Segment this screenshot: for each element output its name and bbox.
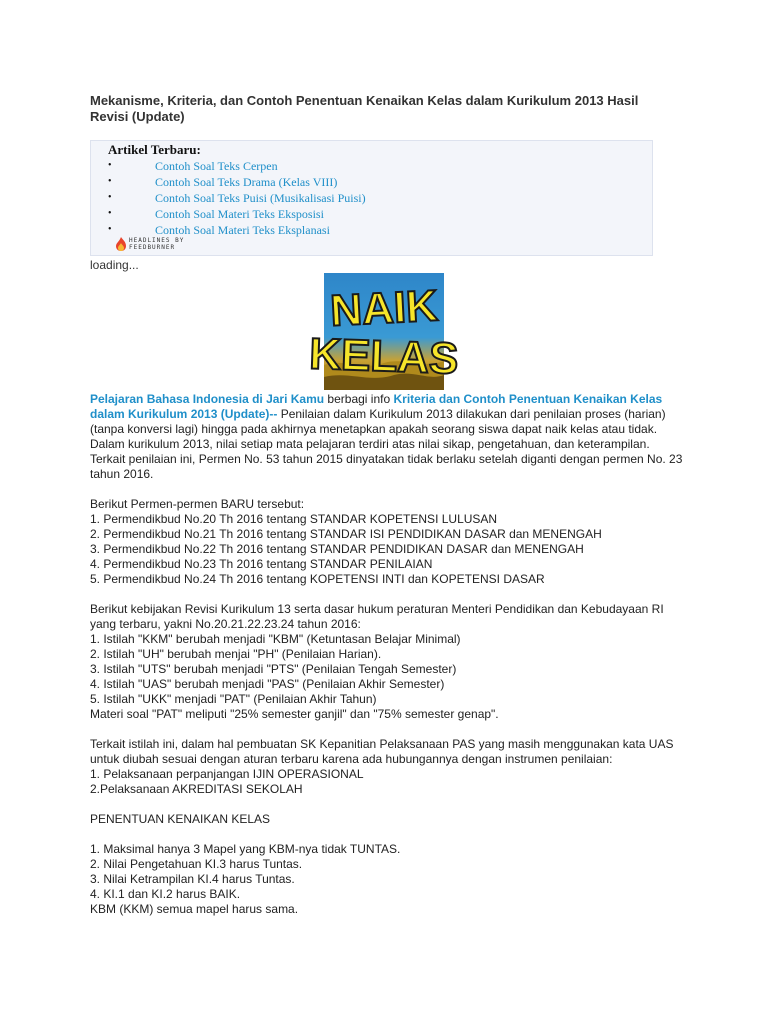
list-item: 2. Permendikbud No.21 Th 2016 tentang STANDAR ISI PENDIDIKAN DASAR dan MENENGAH <box>90 527 602 541</box>
bullet-icon: • <box>108 176 112 187</box>
sk-note: Terkait istilah ini, dalam hal pembuatan SK Kepanitian Pelaksanaan PAS yang masih menggunakan kata UAS untuk diubah sesuai dengan aturan terbaru karena ada hubungannya dengan instrumen penilaian: <box>90 737 674 766</box>
article-link[interactable]: Kriteria dan Contoh Penentuan Kenaikan Kelas dalam Kurikulum 2013 (Update)-- <box>90 392 663 421</box>
bullet-icon: • <box>108 208 112 219</box>
recent-articles-heading: Artikel Terbaru: <box>108 142 201 157</box>
kebijakan-intro: Berikut kebijakan Revisi Kurikulum 13 serta dasar hukum peraturan Menteri Pendidikan dan Kebudayaan RI yang terbaru, yakni No.20.21.22.23.24 tahun 2016: <box>90 602 664 631</box>
list-item: 1. Maksimal hanya 3 Mapel yang KBM-nya tidak TUNTAS. <box>90 842 401 856</box>
permen-heading: Berikut Permen-permen BARU tersebut: <box>90 497 305 511</box>
materi-pat: Materi soal "PAT" meliputi "25% semester ganjil" dan "75% semester genap". <box>90 707 499 721</box>
kbm-note: KBM (KKM) semua mapel harus sama. <box>90 902 299 916</box>
list-item: 4. Permendikbud No.23 Th 2016 tentang STANDAR PENILAIAN <box>90 557 433 571</box>
article-body <box>90 392 690 917</box>
list-item: 4. Istilah "UAS" berubah menjadi "PAS" (Penilaian Akhir Semester) <box>90 677 445 691</box>
list-item: 4. KI.1 dan KI.2 harus BAIK. <box>90 887 241 901</box>
feedburner-label: HEADLINES BY FEEDBURNER <box>129 237 185 251</box>
recent-articles-box <box>90 140 653 256</box>
bullet-icon: • <box>108 224 112 235</box>
hero-line2: KELAS <box>308 329 460 384</box>
permen-note: Terkait penilaian ini, Permen No. 53 tahun 2015 dinyatakan tidak berlaku setelah diganti dengan permen No. 23 tahun 2016. <box>90 452 683 481</box>
bullet-icon: • <box>108 160 112 171</box>
list-item: 2. Nilai Pengetahuan KI.3 harus Tuntas. <box>90 857 303 871</box>
intro-paragraph: Pelajaran Bahasa Indonesia di Jari Kamu berbagi info Kriteria dan Contoh Penentuan Kenaikan Kelas dalam Kurikulum 2013 (Update)-- Penilaian dalam Kurikulum 2013 dilakukan dari penilaian proses (harian) (tanpa konversi lagi) hingga pada akhirnya menetapkan apakah seorang siswa dapat naik kelas atau tidak. Dalam kurikulum 2013, nilai setiap mata pelajaran terdiri atas nilai sikap, pengetahuan, dan keterampilan. <box>90 392 666 451</box>
list-item: 2.Pelaksanaan AKREDITASI SEKOLAH <box>90 782 303 796</box>
bullet-icon: • <box>108 192 112 203</box>
penentuan-heading: PENENTUAN KENAIKAN KELAS <box>90 812 271 826</box>
list-item: 5. Istilah "UKK" menjadi "PAT" (Penilaian Akhir Tahun) <box>90 692 377 706</box>
list-item: 1. Permendikbud No.20 Th 2016 tentang STANDAR KOPETENSI LULUSAN <box>90 512 498 526</box>
recent-article-link[interactable]: Contoh Soal Materi Teks Eksplanasi <box>155 223 330 237</box>
feedburner-badge[interactable] <box>115 237 235 253</box>
list-item: 3. Istilah "UTS" berubah menjadi "PTS" (Penilaian Tengah Semester) <box>90 662 457 676</box>
article-title: Mekanisme, Kriteria, dan Contoh Penentuan Kenaikan Kelas dalam Kurikulum 2013 Hasil Revisi (Update) <box>90 93 639 124</box>
recent-article-link[interactable]: Contoh Soal Materi Teks Eksposisi <box>155 207 324 221</box>
hero-line1: NAIK <box>329 281 440 336</box>
list-item: 1. Istilah "KKM" berubah menjadi "KBM" (Ketuntasan Belajar Minimal) <box>90 632 461 646</box>
list-item: 3. Nilai Ketrampilan KI.4 harus Tuntas. <box>90 872 295 886</box>
site-link[interactable]: Pelajaran Bahasa Indonesia di Jari Kamu <box>90 392 325 406</box>
recent-article-link[interactable]: Contoh Soal Teks Drama (Kelas VIII) <box>155 175 338 189</box>
recent-article-link[interactable]: Contoh Soal Teks Cerpen <box>155 159 278 173</box>
list-item: 2. Istilah "UH" berubah menjai "PH" (Penilaian Harian). <box>90 647 382 661</box>
feedburner-flame-icon <box>115 237 127 251</box>
list-item: 3. Permendikbud No.22 Th 2016 tentang STANDAR PENDIDIKAN DASAR dan MENENGAH <box>90 542 584 556</box>
list-item: 1. Pelaksanaan perpanjangan IJIN OPERASIONAL <box>90 767 364 781</box>
list-item: 5. Permendikbud No.24 Th 2016 tentang KOPETENSI INTI dan KOPETENSI DASAR <box>90 572 545 586</box>
recent-article-link[interactable]: Contoh Soal Teks Puisi (Musikalisasi Puisi) <box>155 191 366 205</box>
loading-text: loading... <box>90 258 139 272</box>
naik-kelas-image <box>308 273 460 390</box>
